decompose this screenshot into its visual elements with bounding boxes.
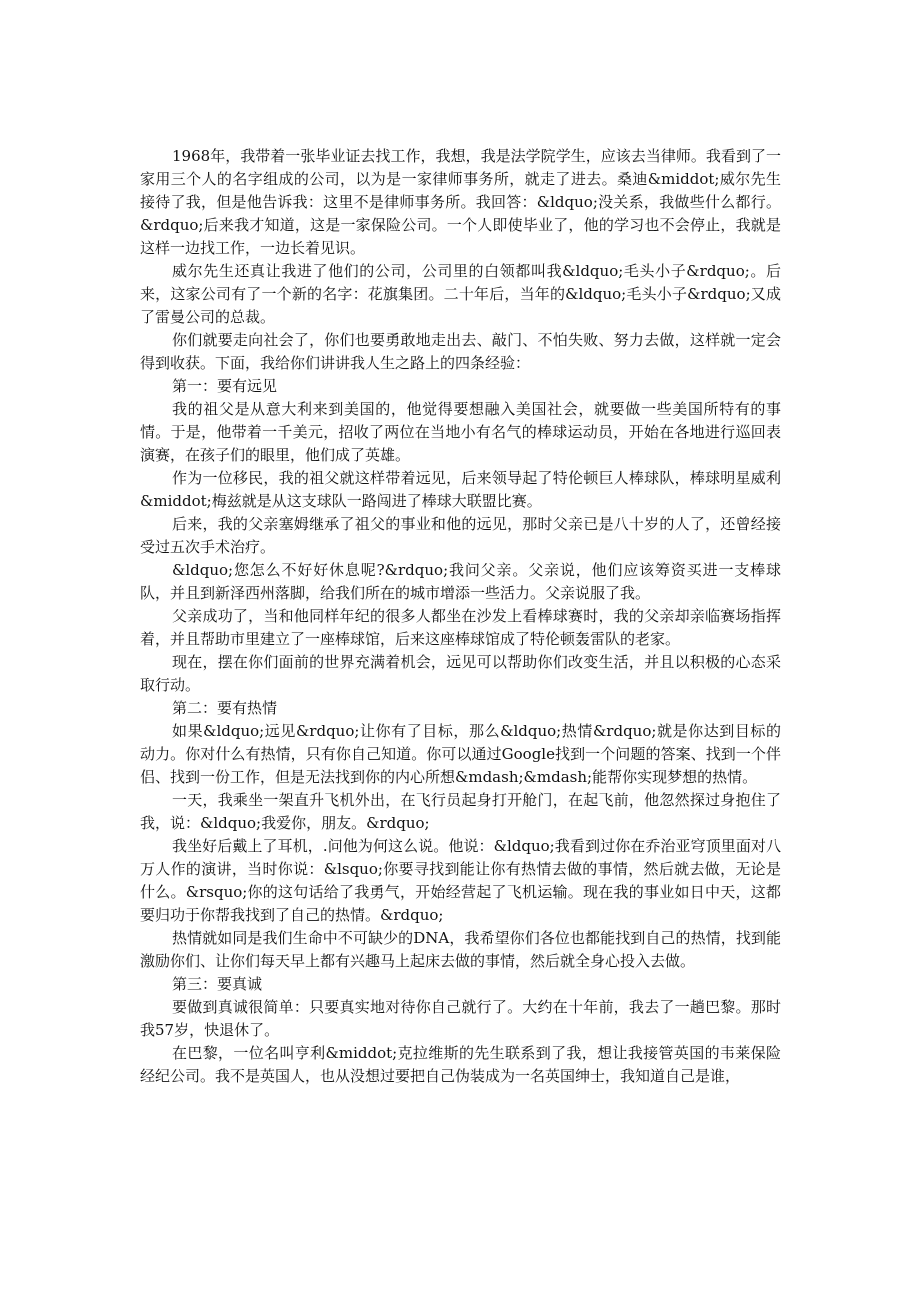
paragraph-8: 父亲成功了，当和他同样年纪的很多人都坐在沙发上看棒球赛时，我的父亲却亲临赛场指挥着，并且帮助市里建立了一座棒球馆，后来这座棒球馆成了特伦顿轰雷队的老家。 bbox=[140, 607, 781, 648]
paragraph-7: &ldquo;您怎么不好好休息呢?&rdquo;我问父亲。父亲说，他们应该筹资买进一支棒球队，并且到新泽西州落脚，给我们所在的城市增添一些活力。父亲说服了我。 bbox=[140, 561, 781, 602]
paragraph-3: 你们就要走向社会了，你们也要勇敢地走出去、敲门、不怕失败、努力去做，这样就一定会得到收获。下面，我给你们讲讲我人生之路上的四条经验： bbox=[140, 331, 781, 372]
paragraph-6: 后来，我的父亲塞姆继承了祖父的事业和他的远见，那时父亲已是八十岁的人了，还曾经接受过五次手术治疗。 bbox=[140, 515, 781, 556]
document-body bbox=[140, 145, 781, 1088]
section-heading-vision: 第一：要有远见 bbox=[172, 377, 278, 395]
paragraph-13: 热情就如同是我们生命中不可缺少的DNA，我希望你们各位也都能找到自己的热情，找到能激励你们、让你们每天早上都有兴趣马上起床去做的事情，然后就全身心投入去做。 bbox=[140, 929, 781, 970]
paragraph-11: 一天，我乘坐一架直升飞机外出，在飞行员起身打开舱门，在起飞前，他忽然探过身抱住了我，说：&ldquo;我爱你，朋友。&rdquo; bbox=[140, 791, 781, 832]
paragraph-1: 1968年，我带着一张毕业证去找工作，我想，我是法学院学生，应该去当律师。我看到了一家用三个人的名字组成的公司，以为是一家律师事务所，就走了进去。桑迪&middot;威尔先生接待了我，但是他告诉我：这里不是律师事务所。我回答：&ldquo;没关系，我做些什么都行。&rdquo;后来我才知道，这是一家保险公司。一个人即使毕业了，他的学习也不会停止，我就是这样一边找工作，一边长着见识。 bbox=[140, 147, 781, 257]
paragraph-12: 我坐好后戴上了耳机，.问他为何这么说。他说：&ldquo;我看到过你在乔治亚穹顶里面对八万人作的演讲，当时你说：&lsquo;你要寻找到能让你有热情去做的事情，然后就去做，无论是什么。&rsquo;你的这句话给了我勇气，开始经营起了飞机运输。现在我的事业如日中天，这都要归功于你帮我找到了自己的热情。&rdquo; bbox=[140, 837, 781, 924]
paragraph-2: 威尔先生还真让我进了他们的公司，公司里的白领都叫我&ldquo;毛头小子&rdquo;。后来，这家公司有了一个新的名字：花旗集团。二十年后，当年的&ldquo;毛头小子&rdquo;又成了雷曼公司的总裁。 bbox=[140, 262, 781, 326]
paragraph-15: 在巴黎，一位名叫亨利&middot;克拉维斯的先生联系到了我，想让我接管英国的韦莱保险经纪公司。我不是英国人，也从没想过要把自己伪装成为一名英国绅士，我知道自己是谁， bbox=[140, 1044, 781, 1085]
paragraph-5: 作为一位移民，我的祖父就这样带着远见，后来领导起了特伦顿巨人棒球队，棒球明星威利&middot;梅兹就是从这支球队一路闯进了棒球大联盟比赛。 bbox=[140, 469, 781, 510]
paragraph-9: 现在，摆在你们面前的世界充满着机会，远见可以帮助你们改变生活，并且以积极的心态采取行动。 bbox=[140, 653, 781, 694]
paragraph-10: 如果&ldquo;远见&rdquo;让你有了目标，那么&ldquo;热情&rdquo;就是你达到目标的动力。你对什么有热情，只有你自己知道。你可以通过Google找到一个问题的答案、找到一个伴侣、找到一份工作，但是无法找到你的内心所想&mdash;&mdash;能帮你实现梦想的热情。 bbox=[140, 722, 781, 786]
paragraph-14: 要做到真诚很简单：只要真实地对待你自己就行了。大约在十年前，我去了一趟巴黎。那时我57岁，快退休了。 bbox=[140, 998, 781, 1039]
section-heading-passion: 第二：要有热情 bbox=[172, 699, 278, 717]
section-heading-sincerity: 第三：要真诚 bbox=[172, 975, 263, 993]
paragraph-4: 我的祖父是从意大利来到美国的，他觉得要想融入美国社会，就要做一些美国所特有的事情。于是，他带着一千美元，招收了两位在当地小有名气的棒球运动员，开始在各地进行巡回表演赛，在孩子们的眼里，他们成了英雄。 bbox=[140, 400, 781, 464]
